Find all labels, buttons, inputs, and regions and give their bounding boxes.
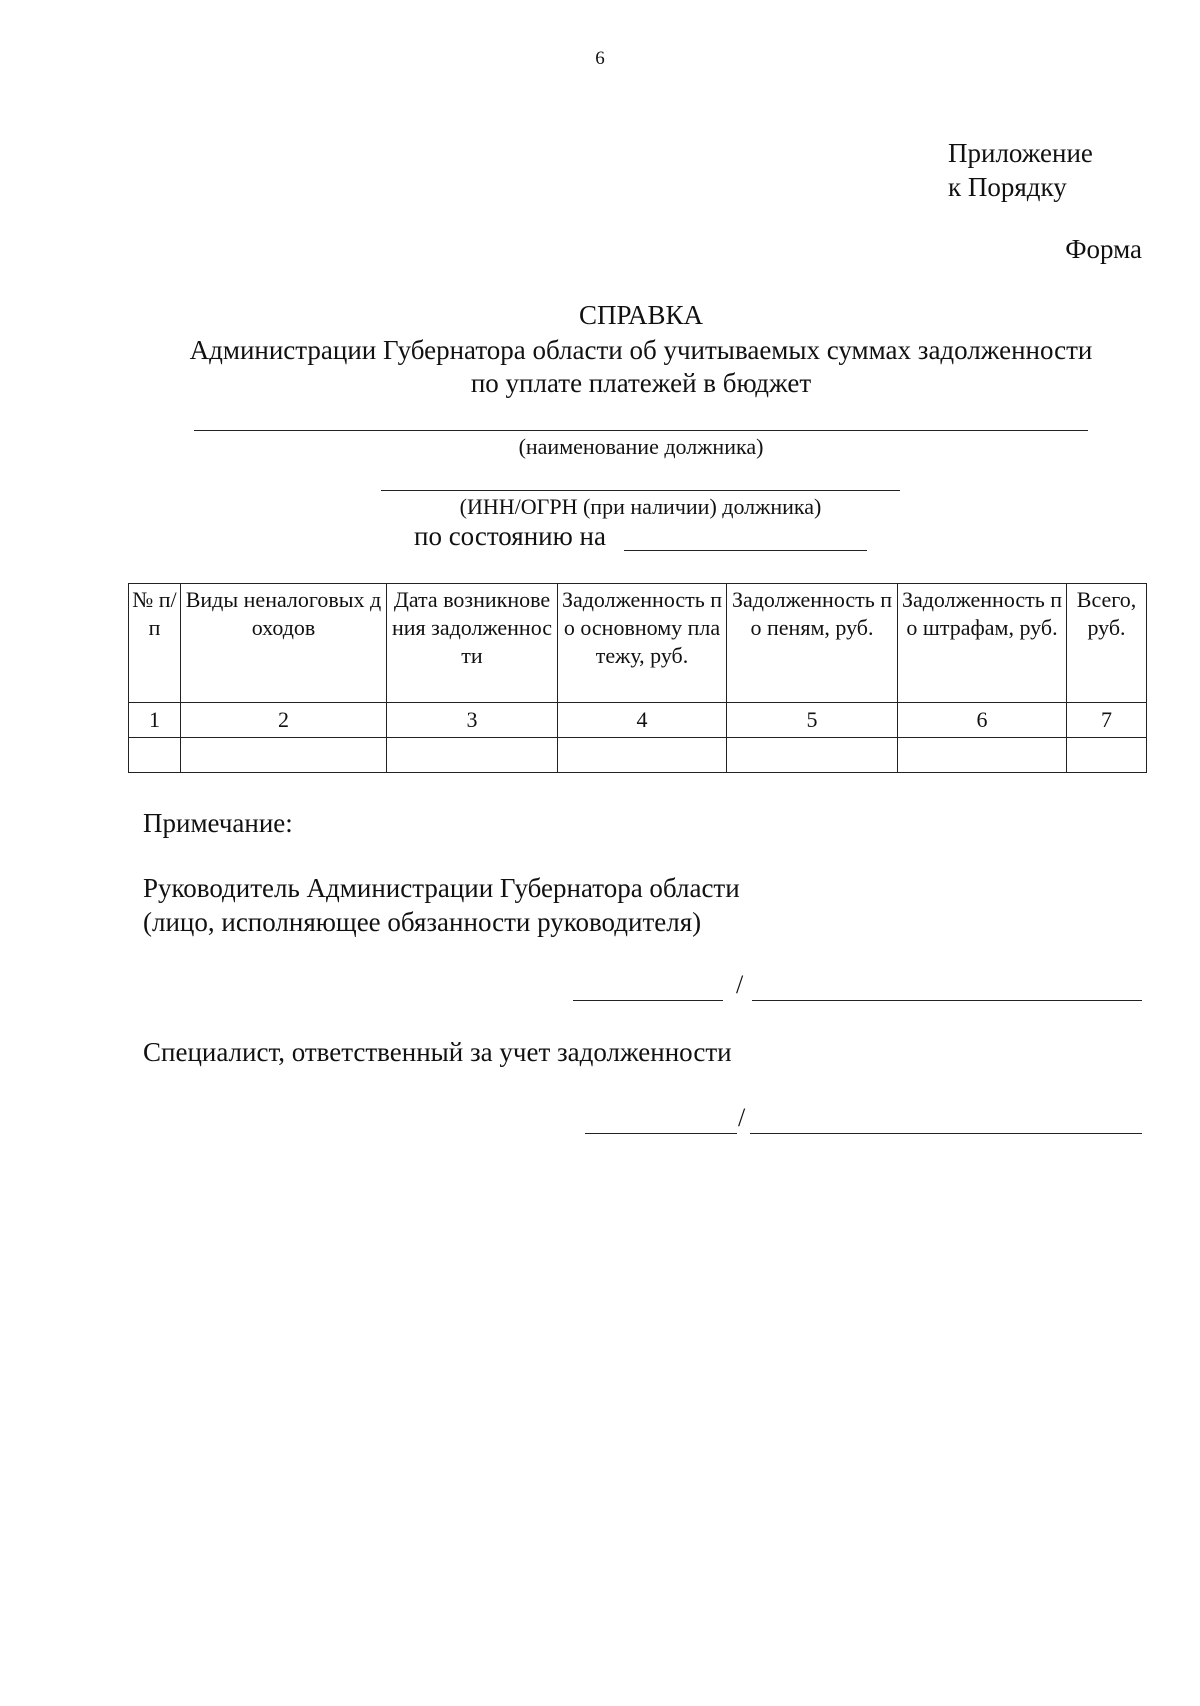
- debtor-inn-line: [381, 490, 900, 491]
- debtor-name-line: [194, 430, 1088, 431]
- header-debt-date: Дата возникновения задолженности: [387, 584, 558, 703]
- empty-cell: [898, 738, 1067, 773]
- subtitle-line-2: по уплате платежей в бюджет: [470, 368, 812, 398]
- header-main-debt: Задолженность по основному платежу, руб.: [558, 584, 727, 703]
- header-number: № п/п: [129, 584, 181, 703]
- table-row: [129, 738, 1147, 773]
- header-total: Всего, руб.: [1067, 584, 1147, 703]
- header-income-type: Виды неналоговых доходов: [181, 584, 387, 703]
- document-title: СПРАВКА: [578, 300, 704, 330]
- debtor-inn-caption: (ИНН/ОГРН (при наличии) должника): [459, 494, 822, 519]
- header-fine-debt: Задолженность по штрафам, руб.: [898, 584, 1067, 703]
- column-number-cell: 3: [387, 703, 558, 738]
- empty-cell: [387, 738, 558, 773]
- head-signature-label: [143, 871, 740, 939]
- head-name-line: [752, 1000, 1142, 1001]
- form-label: Форма: [1065, 234, 1142, 264]
- page-number: 6: [595, 48, 605, 69]
- specialist-label: Специалист, ответственный за учет задолженности: [143, 1037, 732, 1067]
- specialist-signature-separator: /: [738, 1103, 746, 1132]
- table-header-row: [129, 584, 1147, 703]
- document-subtitle: [150, 334, 1132, 400]
- column-number-cell: 6: [898, 703, 1067, 738]
- column-number-cell: 5: [727, 703, 898, 738]
- head-signature-line-2: (лицо, исполняющее обязанности руководителя): [143, 907, 702, 937]
- appendix-line-2: к Порядку: [948, 172, 1067, 202]
- empty-cell: [558, 738, 727, 773]
- note-label: Примечание:: [143, 808, 293, 838]
- appendix-block: [948, 136, 1093, 204]
- appendix-line-1: Приложение: [948, 138, 1093, 168]
- table-column-numbers-row: [129, 703, 1147, 738]
- subtitle-line-1: Администрации Губернатора области об учитываемых суммах задолженности: [189, 335, 1093, 365]
- empty-cell: [181, 738, 387, 773]
- column-number-cell: 4: [558, 703, 727, 738]
- head-signature-line-1: Руководитель Администрации Губернатора области: [143, 873, 740, 903]
- as-of-date-line: [624, 550, 867, 551]
- header-penalty-debt: Задолженность по пеням, руб.: [727, 584, 898, 703]
- column-number-cell: 7: [1067, 703, 1147, 738]
- column-number-cell: 2: [181, 703, 387, 738]
- debt-table: [128, 583, 1147, 773]
- debtor-name-caption: (наименование должника): [518, 434, 764, 459]
- head-signature-separator: /: [736, 970, 744, 999]
- as-of-label: по состоянию на: [414, 521, 606, 551]
- specialist-signature-line: [585, 1133, 737, 1134]
- empty-cell: [129, 738, 181, 773]
- column-number-cell: 1: [129, 703, 181, 738]
- head-signature-line: [573, 1000, 723, 1001]
- empty-cell: [1067, 738, 1147, 773]
- empty-cell: [727, 738, 898, 773]
- specialist-name-line: [750, 1133, 1142, 1134]
